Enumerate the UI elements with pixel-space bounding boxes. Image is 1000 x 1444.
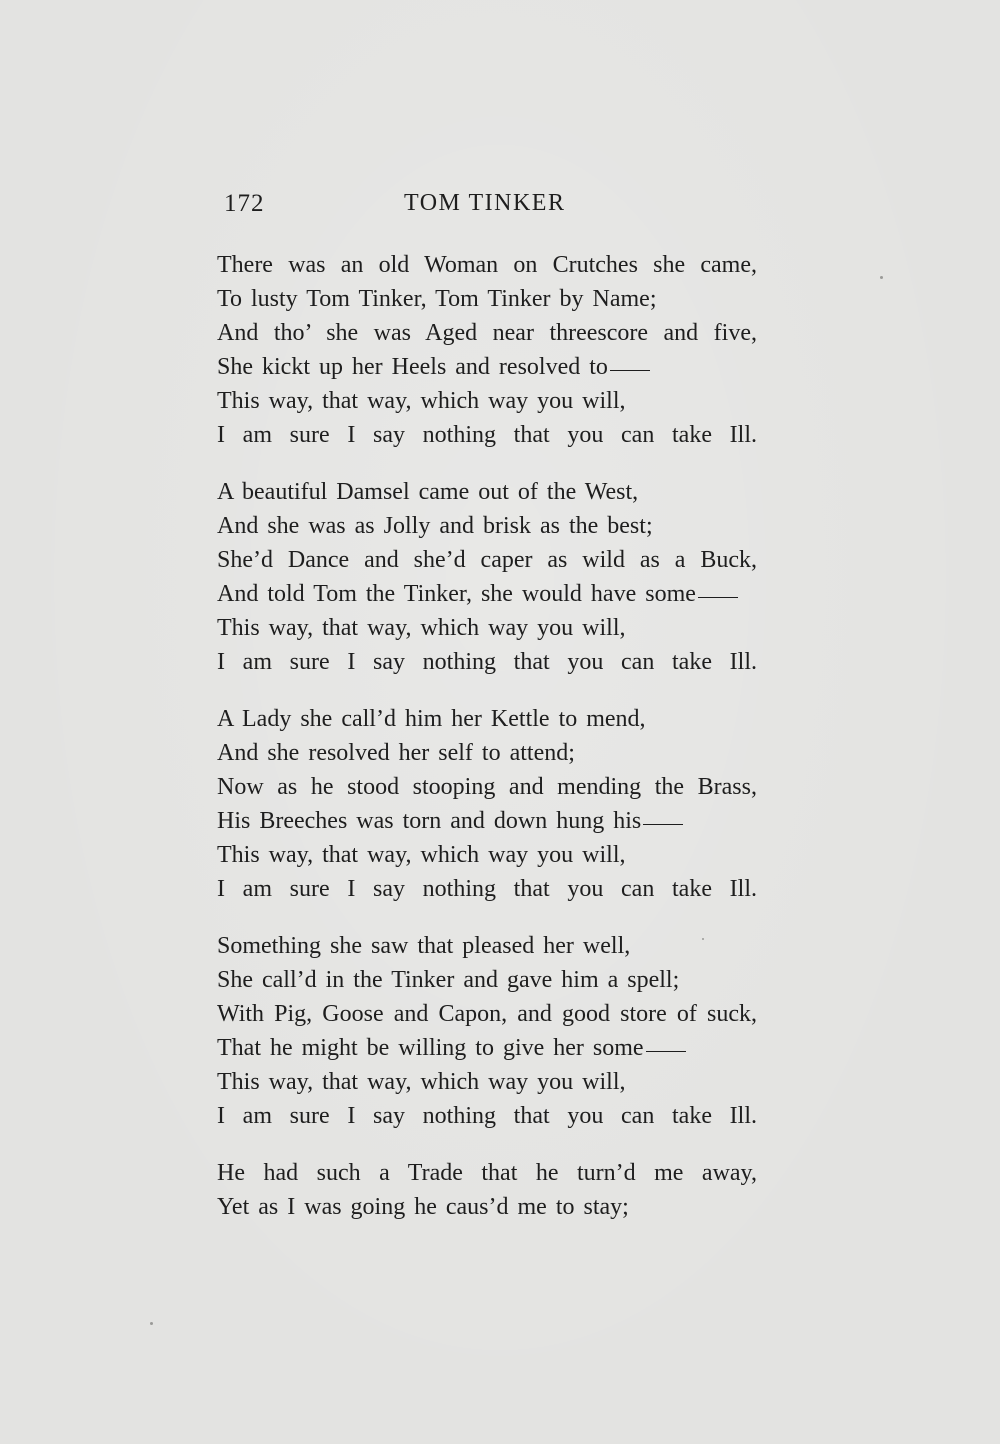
poem-line: I am sure I say nothing that you can take Ill. (217, 1103, 757, 1129)
poem-line: I am sure I say nothing that you can take Ill. (217, 876, 757, 902)
poem-line: And tho’ she was Aged near threescore and five, (217, 320, 757, 346)
paper-speck (150, 1322, 153, 1325)
poem-line-text: His Breeches was torn and down hung his (217, 808, 642, 834)
poem-line: I am sure I say nothing that you can take Ill. (217, 649, 757, 675)
poem-line: She call’d in the Tinker and gave him a spell; (217, 967, 680, 993)
omission-dash (610, 370, 650, 371)
poem-line (217, 577, 777, 611)
stanza (217, 248, 777, 452)
poem-line: There was an old Woman on Crutches she came, (217, 252, 757, 278)
poem-line: A Lady she call’d him her Kettle to mend, (217, 706, 646, 732)
stanza (217, 1156, 777, 1224)
running-title: TOM TINKER (404, 190, 566, 216)
poem-line: And she resolved her self to attend; (217, 740, 575, 766)
running-head (224, 190, 764, 226)
poem-line: Something she saw that pleased her well, (217, 933, 631, 959)
stanza (217, 929, 777, 1133)
paper-speck (880, 276, 883, 279)
poem-line: He had such a Trade that he turn’d me away, (217, 1160, 757, 1186)
omission-dash (643, 824, 683, 825)
poem-line: This way, that way, which way you will, (217, 842, 626, 868)
poem-line-text: And told Tom the Tinker, she would have some (217, 581, 696, 607)
poem-line: I am sure I say nothing that you can take Ill. (217, 422, 757, 448)
omission-dash (698, 597, 738, 598)
poem-line: She’d Dance and she’d caper as wild as a Buck, (217, 547, 757, 573)
poem-line: And she was as Jolly and brisk as the best; (217, 513, 653, 539)
page-number: 172 (224, 190, 265, 217)
stanza (217, 702, 777, 906)
poem-line: With Pig, Goose and Capon, and good store of suck, (217, 1001, 757, 1027)
poem-line: A beautiful Damsel came out of the West, (217, 479, 639, 505)
poem-line: To lusty Tom Tinker, Tom Tinker by Name; (217, 286, 657, 312)
poem-text (217, 248, 777, 1247)
poem-line: Yet as I was going he caus’d me to stay; (217, 1194, 629, 1220)
poem-line (217, 804, 777, 838)
poem-line: Now as he stood stooping and mending the Brass, (217, 774, 757, 800)
poem-line (217, 1031, 777, 1065)
poem-line-text: That he might be willing to give her some (217, 1035, 644, 1061)
omission-dash (646, 1051, 686, 1052)
poem-line: This way, that way, which way you will, (217, 1069, 626, 1095)
poem-line: This way, that way, which way you will, (217, 615, 626, 641)
poem-line (217, 350, 777, 384)
poem-line: This way, that way, which way you will, (217, 388, 626, 414)
stanza (217, 475, 777, 679)
poem-line-text: She kickt up her Heels and resolved to (217, 354, 608, 380)
